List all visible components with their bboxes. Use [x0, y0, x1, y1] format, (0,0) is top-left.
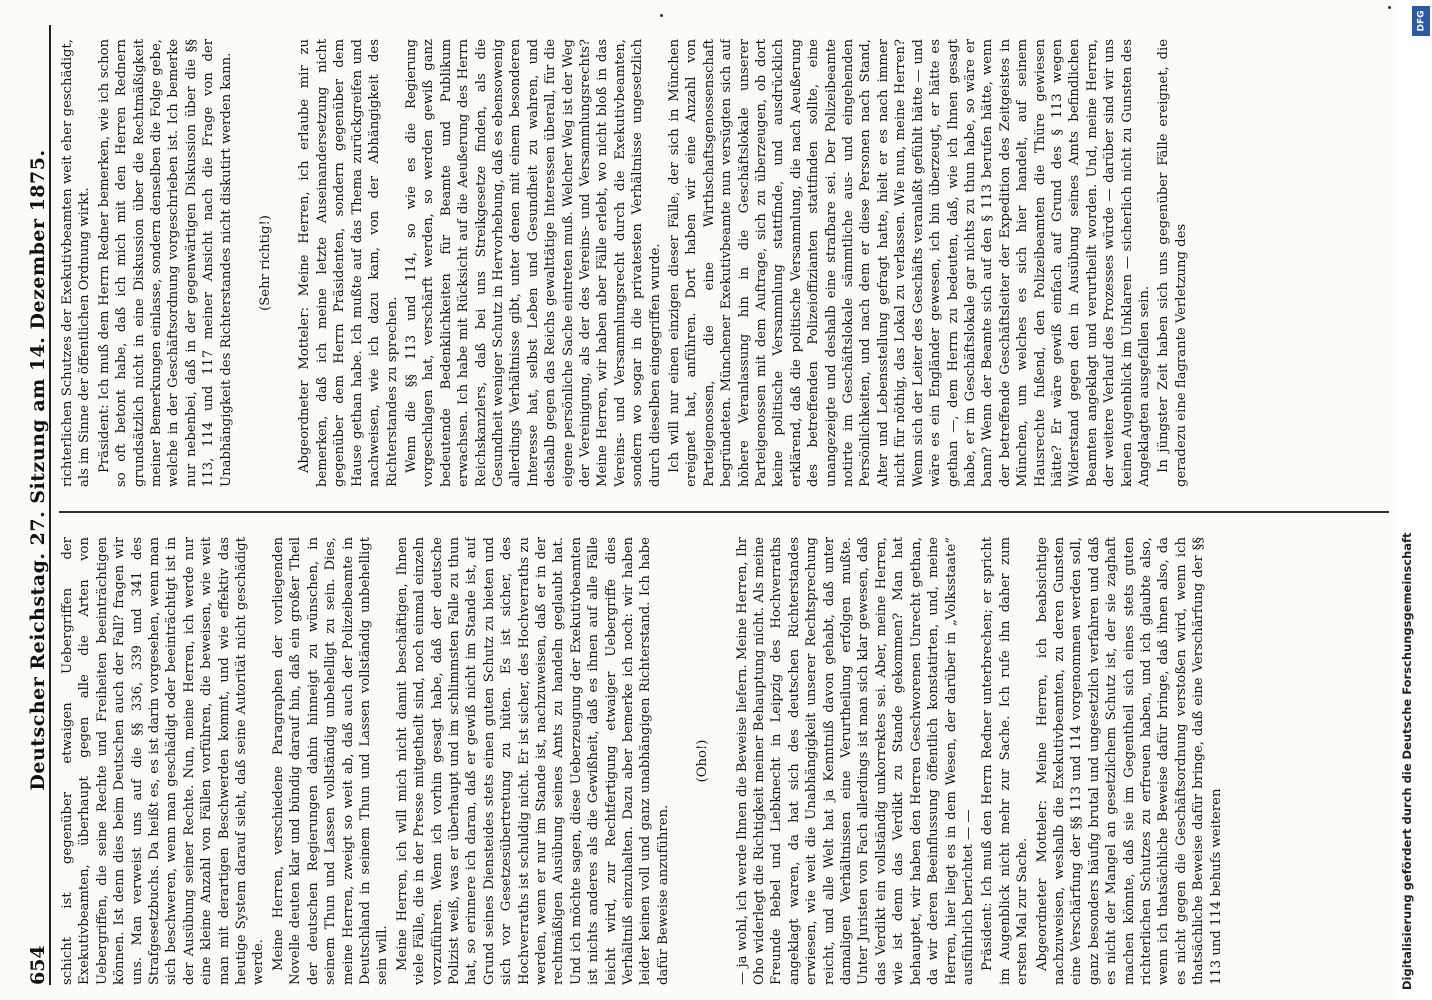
- page-number: 654: [27, 945, 49, 985]
- column-divider: [59, 511, 1389, 513]
- right-paragraph-5: Ich will nur einen einzigen dieser Fälle, der sich in München ereignet hat, anführen. Dort haben wir eine Anzahl von Parteigenossen, die eine Wirthschaftsgenossenschaft begründeten. Münchener Exekutivbeamte nun versügten sich auf höhere Veranlassung hin in die Geschäftslokale unserer Parteigenossen mit dem Auftrage, sich zu überzeugen, ob dort keine politische Versammlung stattfinde, und ausdrücklich erklärend, daß die politische Versammlung, die nach Aeußerung des betreffenden Polizeioffizianten stattfinden sollte, eine unangezeigte und deshalb eine strafbare sei. Der Polizeibeamte notirte im Geschäftslokale sämmtliche aus- und eingehenden Persönlichkeiten, und nach dem er diese Personen nach Stand, Alter und Lebensstellung gefragt hatte, hielt er es nach immer nicht für nöthig, das Lokal zu verlassen. Wie nun, meine Herren? Wenn sich der Leiter des Geschäfts veranlaßt gefühlt hätte — und wäre es ein Engländer gewesen, ich bin überzeugt, er hätte es gethan —, dem Herrn zu bedeuten, daß, wie ich Ihnen gesagt habe, er im Geschäftslokale gar nichts zu thun habe, so wäre er bann? Wenn der Beamte sich auf den § 113 berufen hätte, wenn der betreffende Geschäftsleiter der Expedition des Zeitgeistes in München, um welches es sich hier handelt, auf seinem Hausrechte fußend, den Polizeibeamten die Thüre gewiesen hätte? Er wäre gewiß einfach auf Grund des § 113 wegen Widerstand gegen den in Ausübung seines Amts befindlichen Beamten angeklagt und verurtheilt worden. Und, meine Herren, der weitere Verlauf des Prozesses würde — darüber sind wir uns keinen Augenblick im Unklaren — sicherlich nicht zu Gunsten des Angeklagten ausgefallen sein.: [667, 39, 1152, 487]
- left-paragraph-5: Präsident: Ich muß den Herrn Redner unterbrechen; er spricht im Augenblick nicht mehr zur Sache. Ich rufe ihn daher zum ersten Mal zur Sache.: [980, 537, 1031, 985]
- right-paragraph-4: Wenn die §§ 113 und 114, so wie es die Regierung vorgeschlagen hat, verschärft werden, so werden gewiß ganz bedeutende Bedenklichkeiten für Beamte und Publikum erwachsen. Ich habe mit Rücksicht auf die Aeußerung des Herrn Reichskanzlers, daß bei uns Streikgesetze finden, als die Gesundheit weniger Schutz in Hervorhebung, daß es ebensowenig allerdings Verhältnisse gibt, unter denen mit einem besonderen Interesse hat, selbst Leben und Gesundheit zu wahren, und deshalb gegen das Reichs gewalttätige Interessen überall, für die eigene persönliche Sache eintreten muß. Welcher Weg ist der Weg der Vereinigung, als der des Vereins- und Versammlungsrechts? Meine Herren, wir haben aber Fälle erlebt, wo nicht bloß in das Vereins- und Versammlungsrecht durch die Exekutivbeamten, sondern wo sogar in die privatesten Verhältnisse ungesetzlich durch dieselben eingegriffen wurde.: [403, 39, 663, 487]
- scan-speck: [1388, 6, 1391, 9]
- page-header: [15, 25, 51, 985]
- left-paragraph-2: Meine Herren, verschiedene Paragraphen der vorliegenden Novelle deuten klar und bündig darauf hin, daß ein großer Theil der deutschen Regierungen dahin hinneigt zu wünschen, in seinem Thun und Lassen vollständig unbehelligt zu sein. Dies, meine Herren, zweigt so weit ab, daß auch der Polizeibeamte in Deutschland in seinem Thun und Lassen vollständig unbehelligt sein will.: [270, 537, 391, 985]
- left-column: [59, 537, 1389, 985]
- dfg-credit-text: Digitalisierung gefördert durch die Deutsche Forschungsgemeinschaft: [1400, 532, 1414, 990]
- left-paragraph-3: Meine Herren, ich will mich nicht damit beschäftigen, Ihnen viele Fälle, die in der Presse mitgetheilt sind, noch einmal einzeln vorzuführen. Wenn ich vorhin gesagt habe, daß der deutsche Polizist weiß, was er überhaupt und im schlimmsten Falle zu thun hat, so erinnere ich daran, daß er gewiß nicht im Stande ist, auf Grund seines Diensteides stets einen guten Schutz zu bieten und sich vor Gesetzesübertretung zu hüten. Es ist sicher, des Hochverraths ist schuldig nicht. Er ist sicher, des Hochverraths zu werden, wenn er nur im Stande ist, nachzuweisen, daß er in der rechtmäßigen Ausübung seines Amts zu handeln geglaubt hat. Und ich möchte sagen, diese Ueberzeugung der Exekutivbeamten ist nichts anderes als die Gewißheit, daß es ihnen auf alle Fälle leicht wird, zur Rechtfertigung etwaiger Uebergriffe dies Verhältniß einzuhalten. Dazu aber bemerke ich noch: wir haben leider keinen voll und ganz unabhängigen Richterstand. Ich habe dafür Beweise anzuführen.: [394, 537, 671, 985]
- left-paragraph-6: Abgeordneter Motteler: Meine Herren, ich beabsichtige nachzuweisen, weshalb die Exekutivbeamten, zu deren Gunsten eine Verschärfung der §§ 113 und 114 vorgenommen werden soll, ganz besonders häufig brutal und ungesetzlich verfahren und daß es nicht der Mangel an gesetzlichem Schutz ist, der sie zaghaft machen könnte, daß sie im Gegentheil sich eines stets guten richterlichen Schutzes zu erfreuen haben, und ich glaubte also, wenn ich thatsächliche Beweise dafür bringe, daß ihnen also, da es nicht gegen die Geschäftsordnung verstoßen wird, wenn ich thatsächliche Beweise dafür bringe, daß eine Verschärfung der §§ 113 und 114 behufs weiteren: [1034, 537, 1224, 985]
- right-paragraph-6: In jüngster Zeit haben sich uns gegenüber Fälle ereignet, die geradezu eine flagrante Verletzung des: [1156, 39, 1189, 487]
- right-column: [59, 39, 1389, 487]
- left-paragraph-4: — ja wohl, ich werde Ihnen die Beweise liefern. Meine Herren, Ihr Oho widerlegt die Richtigkeit meiner Behauptung nicht. Als meine Freunde Bebel und Liebknecht in Leipzig des Hochverraths angeklagt waren, da hat sich des deutschen Richterstandes erwiesen, wie weit die Unabhängigkeit unserer Rechtsprechung reicht, und alle Welt hat ja Kenntniß davon gehabt, daß unter damaligen Verhältnissen eine Verurtheilung erfolgen mußte. Unter Juristen von Fach allerdings ist man sich klar gewesen, daß das Verdikt ein vollständig unkorrektes sei. Aber, meine Herren, wie ist denn das Verdikt zu Stande gekommen? Man hat behauptet, wir haben den Herren Geschworenen Unrecht gethan, da wir deren Beeinflussung öffentlich konstatirten, und, meine Herren, hier liegt es in dem Wesen, der darüber in „Volksstaate“ ausführlich berichtet — —: [734, 537, 976, 985]
- right-interjection: (Sehr richtig!): [258, 215, 274, 311]
- left-paragraph-1: schicht ist gegenüber etwaigen Uebergriffen der Exekutivbeamten, überhaupt gegen alle die Arten von Uebergriffen, die seine Rechte und Freiheiten beeinträchtigen können. Ist denn dies beim Deutschen auch der Fall? fragen wir uns. Man verweist uns auf die §§ 336, 339 und 341 des Strafgesetzbuchs. Da heißt es, es ist darin vorgesehen, wenn man sich beschweren, wenn man geschädigt oder beeinträchtigt ist in der Ausübung seiner Rechte. Nun, meine Herren, ich werde nur eine kleine Anzahl von Fällen vorführen, die beweisen, wie weit man mit derartigen Beschwerden kommt, und wie effektiv das heutige System darauf sieht, daß seine Autorität nicht geschädigt werde.: [60, 537, 267, 985]
- running-title: Deutscher Reichstag. 27. Sitzung am 14. Dezember 1875.: [27, 149, 49, 791]
- rotated-page-content: [15, 25, 1410, 985]
- scan-speck: [660, 14, 663, 17]
- right-paragraph-2: Präsident: Ich muß dem Herrn Redner bemerken, wie ich schon so oft betont habe, daß ich mich mit den Herren Rednern grundsätzlich nicht in eine Diskussion über die Rechtmäßigkeit meiner Bemerkungen einlasse, sondern denselben die Folge gebe, welche in der Geschäftsordnung vorgeschrieben ist. Ich bemerke nur nebenbei, daß in der gegenwärtigen Diskussion über die §§ 113, 114 und 117 meiner Ansicht nach die Frage von der Unabhängigkeit des Richterstandes nicht diskutirt werden kann.: [96, 39, 234, 487]
- right-paragraph-1: richterlichen Schutzes der Exekutivbeamten weit eher geschädigt, als im Sinne der öffentlichen Ordnung wirkt.: [60, 39, 93, 487]
- dfg-logo-text: DFG: [1416, 10, 1427, 32]
- left-interjection: (Oho!): [695, 739, 711, 783]
- right-paragraph-3: Abgeordneter Motteler: Meine Herren, ich erlaube mir zu bemerken, daß ich meine letzte Auseinandersetzung nicht gegenüber dem Herrn Präsidenten, sondern gegenüber dem Hause gethan habe. Ich mußte auf das Thema zurückgreifen und nachweisen, wie ich dazu kam, von der Abhängigkeit des Richterstandes zu sprechen.: [297, 39, 400, 487]
